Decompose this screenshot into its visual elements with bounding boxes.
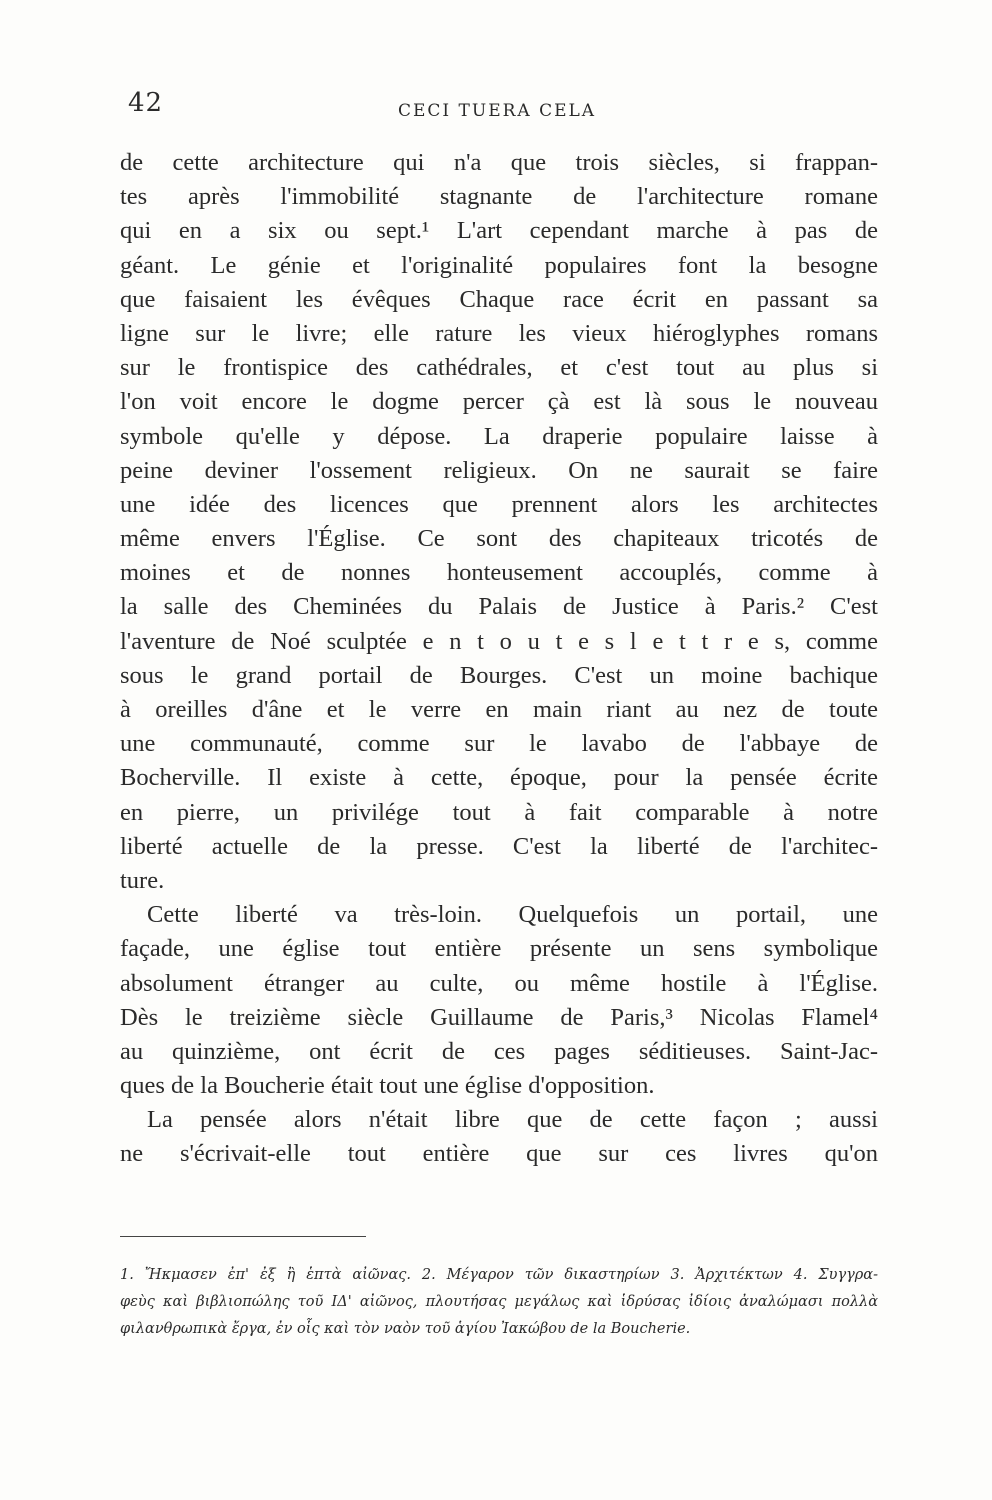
text-line: ture. — [120, 866, 165, 894]
text-line: en pierre, un privilége tout à fait comparable à notre — [120, 798, 878, 826]
text-line: au quinzième, ont écrit de ces pages séditieuses. Saint-Jac- — [120, 1037, 878, 1065]
text-line: à oreilles d'âne et le verre en main riant au nez de toute — [120, 696, 878, 723]
text-line: ne s'écrivait-elle tout entière que sur ces livres qu'on — [120, 1140, 878, 1168]
text-line: une idée des licences que prennent alors les architectes — [120, 490, 878, 518]
text-line: ques de la Boucherie était tout une église d'opposition. — [120, 1072, 655, 1100]
text-line: Bocherville. Il existe à cette, époque, pour la pensée écrite — [120, 764, 878, 792]
text-line: de cette architecture qui n'a que trois siècles, si frappan- — [120, 149, 878, 176]
text-line: Cette liberté va très-loin. Quelquefois un portail, une — [147, 901, 878, 929]
text-line: absolument étranger au culte, ou même hostile à l'Église. — [120, 969, 878, 997]
text-line: La pensée alors n'était libre que de cette façon ; aussi — [147, 1106, 878, 1134]
footnote-line: φιλανθρωπικὰ ἔργα, ἐν οἷς καὶ τὸν ναὸν τοῦ ἁγίου Ἰακώβου de la Boucherie. — [120, 1321, 691, 1337]
text-line: la salle des Cheminées du Palais de Justice à Paris.² C'est — [120, 593, 878, 621]
text-line: ligne sur le livre; elle rature les vieux hiéroglyphes romans — [120, 319, 878, 347]
text-line: tes après l'immobilité stagnante de l'architecture romane — [120, 183, 878, 211]
page-number: 42 — [128, 88, 164, 118]
text-line: symbole qu'elle y dépose. La draperie populaire laisse à — [120, 422, 878, 450]
footnotes — [120, 1262, 878, 1343]
text-line: peine deviner l'ossement religieux. On ne saurait se faire — [120, 456, 878, 484]
footnote-line: φεὺς καὶ βιβλιοπώλης τοῦ ΙΔ' αἰῶνος, πλουτήσας μεγάλως καὶ ἱδρύσας ἰδίοις ἀναλώμασι πολλὰ — [120, 1294, 878, 1310]
text-line: liberté actuelle de la presse. C'est la liberté de l'architec- — [120, 832, 878, 860]
footnote-line: 1. Ἤκμασεν ἐπ' ἐξ ἢ ἑπτὰ αἰῶνας. 2. Μέγαρον τῶν δικαστηρίων 3. Ἀρχιτέκτων 4. Συγγρα- — [120, 1267, 878, 1283]
text-line: l'aventure de Noé sculptée e n t o u t e s l e t t r e s, comme — [120, 627, 878, 655]
text-line: une communauté, comme sur le lavabo de l'abbaye de — [120, 730, 878, 758]
footnote-rule — [120, 1236, 366, 1237]
text-line: sur le frontispice des cathédrales, et c'est tout au plus si — [120, 354, 878, 382]
text-line: que faisaient les évêques Chaque race écrit en passant sa — [120, 285, 878, 313]
text-line: l'on voit encore le dogme percer çà est là sous le nouveau — [120, 388, 878, 416]
text-line: qui en a six ou sept.¹ L'art cependant marche à pas de — [120, 217, 878, 245]
body-text — [120, 146, 878, 1172]
text-line: Dès le treizième siècle Guillaume de Paris,³ Nicolas Flamel⁴ — [120, 1003, 878, 1031]
running-head: CECI TUERA CELA — [398, 101, 597, 121]
text-line: moines et de nonnes honteusement accouplés, comme à — [120, 559, 878, 587]
text-line: façade, une église tout entière présente un sens symbolique — [120, 935, 878, 963]
text-line: sous le grand portail de Bourges. C'est un moine bachique — [120, 661, 878, 689]
text-line: géant. Le génie et l'originalité populaires font la besogne — [120, 251, 878, 279]
text-line: même envers l'Église. Ce sont des chapiteaux tricotés de — [120, 525, 878, 553]
